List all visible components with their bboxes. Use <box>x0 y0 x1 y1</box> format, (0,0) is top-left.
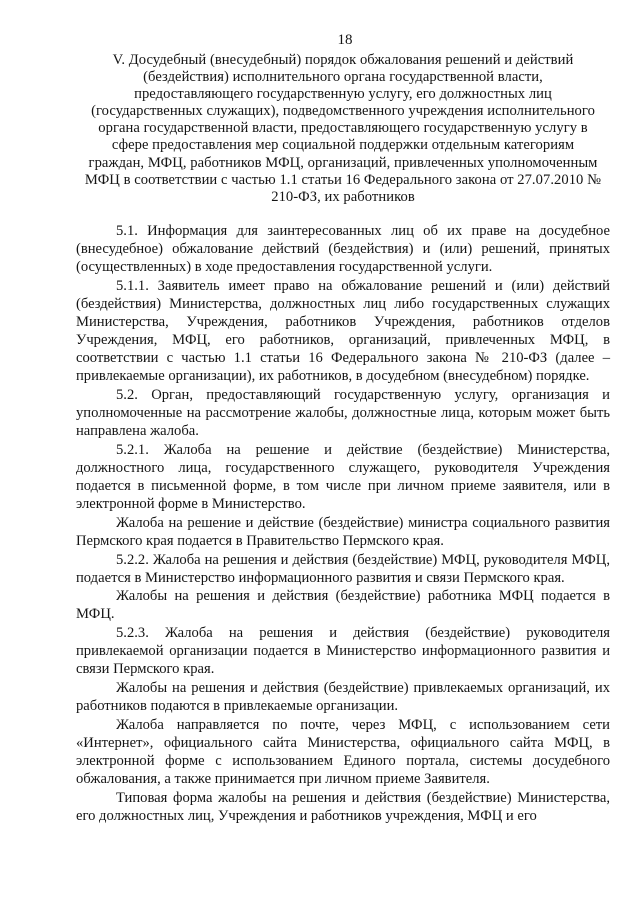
heading-line: 210-ФЗ, их работников <box>271 188 415 205</box>
heading-line: V. Досудебный (внесудебный) порядок обжалования решений и действий <box>112 52 574 68</box>
heading-line: сфере предоставления мер социальной поддержки отдельным категориям <box>111 137 575 154</box>
paragraph-complaint-channels: Жалоба направляется по почте, через МФЦ, с использованием сети «Интернет», официального сайта Министерства, официального сайта МФЦ, в электронной форме с использованием Единого портала, системы досудебного обжалования, а также принимается при личном приеме Заявителя. <box>76 716 610 787</box>
heading-line: органа государственной власти, предоставляющего государственную услугу в <box>98 120 588 137</box>
heading-line: (государственных служащих), подведомственного учреждения исполнительного <box>91 103 595 120</box>
paragraph-mfc-worker-complaint: Жалобы на решения и действия (бездействие) работника МФЦ подается в МФЦ. <box>76 588 610 623</box>
document-body <box>76 222 610 825</box>
paragraph-5-1: 5.1. Информация для заинтересованных лиц об их праве на досудебное (внесудебное) обжалование действий (бездействия) и (или) решений, принятых (осуществленных) в ходе предоставления государственной услуги. <box>76 222 610 276</box>
paragraph-minister-complaint: Жалоба на решение и действие (бездействие) министра социального развития Пермского края подается в Правительство Пермского края. <box>76 514 610 549</box>
page-number: 18 <box>337 32 353 48</box>
paragraph-standard-form: Типовая форма жалобы на решения и действия (бездействие) Министерства, его должностных лиц, Учреждения и работников учреждения, МФЦ и его <box>76 789 610 824</box>
heading-line: МФЦ в соответствии с частью 1.1 статьи 16 Федерального закона от 27.07.2010 № <box>84 171 602 188</box>
heading-line: предоставляющего государственную услугу, его должностных лиц <box>134 86 552 103</box>
paragraph-5-2-3: 5.2.3. Жалоба на решения и действия (бездействие) руководителя привлекаемой организации подается в Министерство информационного развития и связи Пермского края. <box>76 625 610 678</box>
section-heading <box>76 52 610 206</box>
paragraph-5-2: 5.2. Орган, предоставляющий государственную услугу, организация и уполномоченные на рассмотрение жалобы, должностные лица, которым может быть направлена жалоба. <box>76 386 610 440</box>
paragraph-engaged-organizations: Жалобы на решения и действия (бездействие) привлекаемых организаций, их работников подаются в привлекаемые организации. <box>76 679 610 715</box>
heading-line: (бездействия) исполнительного органа государственной власти, <box>143 69 543 86</box>
paragraph-5-1-1: 5.1.1. Заявитель имеет право на обжалование решений и (или) действий (бездействия) Министерства, должностных лиц либо государственных служащих Министерства, Учреждения, работников Учреждения, работников отделов Учреждения, МФЦ, его работников, организаций, привлеченных МФЦ, в соответствии с частью 1.1 статьи 16 Федерального закона № 210-ФЗ (далее – привлекаемые организации), их работников, в досудебном (внесудебном) порядке. <box>76 277 610 385</box>
heading-line: граждан, МФЦ, работников МФЦ, организаций, привлеченных уполномоченным <box>88 154 598 171</box>
paragraph-5-2-2: 5.2.2. Жалоба на решения и действия (бездействие) МФЦ, руководителя МФЦ, подается в Министерство информационного развития и связи Пермского края. <box>76 551 610 586</box>
paragraph-5-2-1: 5.2.1. Жалоба на решение и действие (бездействие) Министерства, должностного лица, государственного служащего, руководителя Учреждения подается в письменной форме, в том числе при личном приеме заявителя, или в электронной форме в Министерство. <box>76 441 610 513</box>
